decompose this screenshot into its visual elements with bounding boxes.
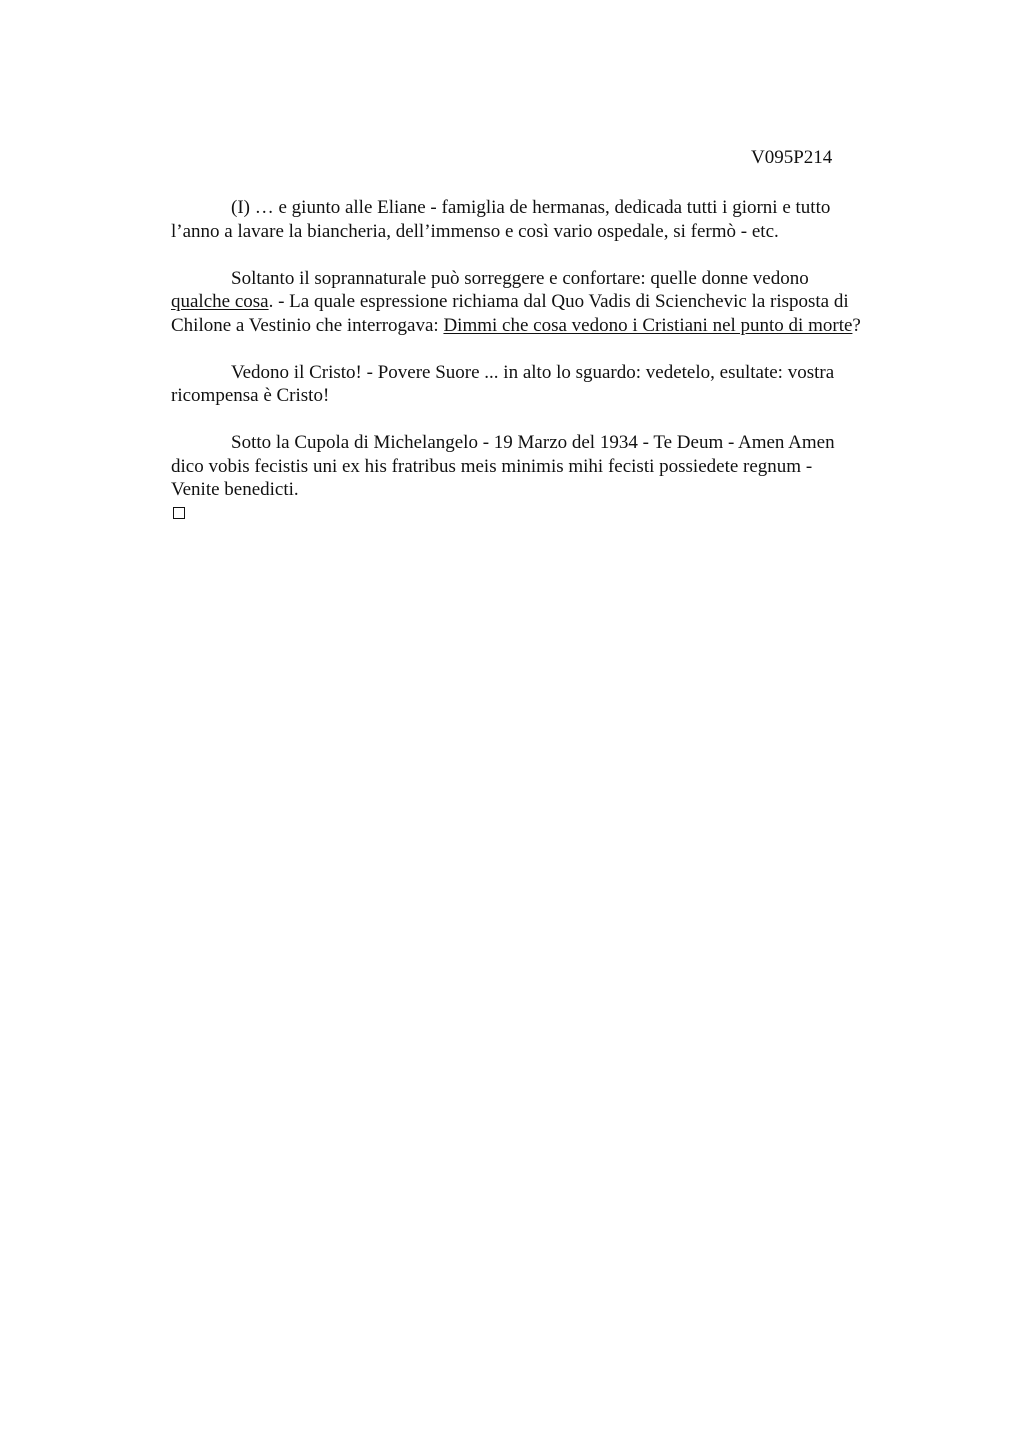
paragraph-4-line-3: Venite benedicti. [171,479,299,500]
paragraph-2-line-3-end: ? [852,314,861,336]
paragraph-2-line-3-start: Chilone a Vestinio che interrogava: [171,314,444,336]
document-body [171,196,931,525]
paragraph-3-line-1: Vedono il Cristo! - Povere Suore ... in alto lo sguardo: vedetelo, esultate: vostra [231,361,835,383]
paragraph-4 [171,431,931,502]
paragraph-2-line-1: Soltanto il soprannaturale può sorreggere e confortare: quelle donne vedono [231,267,809,289]
underlined-phrase-qualche-cosa: qualche cosa [171,291,269,312]
paragraph-2-line-3 [171,314,931,338]
paragraph-1 [171,196,931,243]
paragraph-4-line-1: Sotto la Cupola di Michelangelo - 19 Marzo del 1934 - Te Deum - Amen Amen [231,432,835,453]
page-code: V095P214 [751,147,833,168]
paragraph-3 [171,361,931,408]
paragraph-1-line-2: l’anno a lavare la biancheria, dell’immenso e così vario ospedale, si fermò - etc. [171,220,779,242]
paragraph-4-line-2: dico vobis fecistis uni ex his fratribus meis minimis mihi fecisti possiedete regnum - [171,455,813,477]
underlined-quote: Dimmi che cosa vedono i Cristiani nel punto di morte [443,314,853,336]
paragraph-2-line-2-rest: . - La quale espressione richiama dal Quo Vadis di Scienchevic la risposta di [268,291,849,312]
paragraph-2-line-2 [171,290,931,314]
paragraph-2 [171,267,931,338]
paragraph-1-line-1: (I) … e giunto alle Eliane - famiglia de hermanas, dedicada tutti i giorni e tutto [231,197,831,218]
empty-square-icon [173,507,185,519]
paragraph-3-line-2: ricompensa è Cristo! [171,385,330,406]
